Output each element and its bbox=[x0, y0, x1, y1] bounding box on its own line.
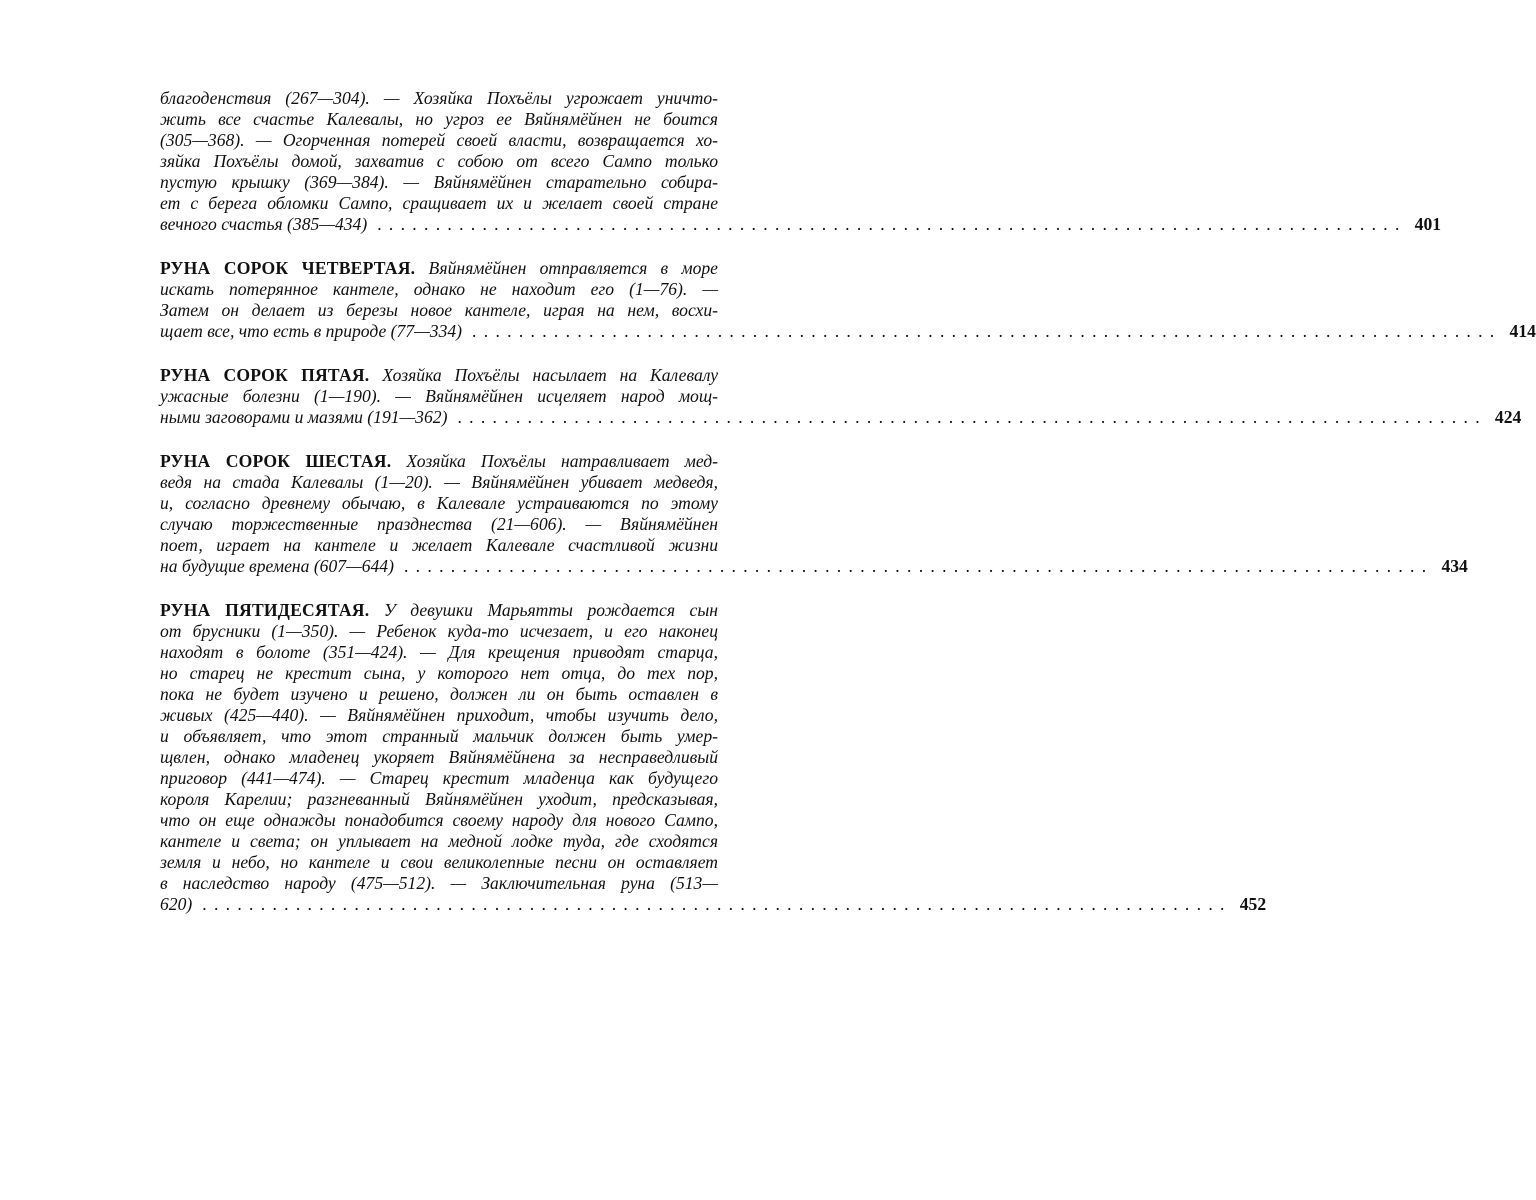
entry-text-line: в наследство народу (475—512). — Заключительная руна (513— bbox=[160, 873, 718, 893]
entry-text-line: щвлен, однако младенец укоряет Вяйнямёйнена за несправедливый bbox=[160, 747, 718, 767]
entry-first-line bbox=[160, 451, 718, 472]
toc-entry-runa-50 bbox=[160, 600, 1267, 915]
entry-text-line: благоденствия (267—304). — Хозяйка Похъёлы угрожает уничто- bbox=[160, 88, 718, 108]
entry-text-line: ет с берега обломки Сампо, сращивает их и желает своей стране bbox=[160, 193, 718, 213]
entry-text-line: Затем он делает из березы новое кантеле, играя на нем, восхи- bbox=[160, 300, 718, 320]
entry-text-end: ными заговорами и мазями (191—362) bbox=[160, 407, 448, 427]
entry-heading: РУНА СОРОК ПЯТАЯ. bbox=[160, 365, 370, 385]
entry-last-line bbox=[160, 556, 1468, 577]
table-of-contents bbox=[160, 88, 1536, 938]
entry-text-line: что он еще однажды понадобится своему народу для нового Сампо, bbox=[160, 810, 718, 830]
toc-entry-continuation bbox=[160, 88, 1442, 235]
page-number: 424 bbox=[1494, 407, 1522, 427]
entry-heading: РУНА ПЯТИДЕСЯТАЯ. bbox=[160, 600, 370, 620]
page-number: 401 bbox=[1414, 214, 1442, 234]
dot-leader: ........................................................................................ bbox=[472, 321, 1502, 341]
entry-text-line: зяйка Похъёлы домой, захватив с собою от всего Сампо только bbox=[160, 151, 718, 171]
entry-text-end: 620) bbox=[160, 894, 193, 914]
entry-text-line: находят в болоте (351—424). — Для крещения приводят старца, bbox=[160, 642, 718, 662]
entry-last-line bbox=[160, 894, 1267, 915]
entry-text-line: кантеле и света; он уплывает на медной лодке туда, где сходятся bbox=[160, 831, 718, 851]
dot-leader: ........................................................................................ bbox=[377, 214, 1407, 234]
page-number: 434 bbox=[1441, 556, 1468, 576]
entry-text-end: щает все, что есть в природе (77—334) bbox=[160, 321, 463, 341]
entry-text-line: пока не будет изучено и решено, должен ли он быть оставлен в bbox=[160, 684, 718, 704]
entry-first-line bbox=[160, 365, 718, 386]
entry-first-line bbox=[160, 258, 718, 279]
entry-last-line bbox=[160, 214, 1442, 235]
entry-text-line: но старец не крестит сына, у которого нет отца, до тех пор, bbox=[160, 663, 718, 683]
dot-leader: ........................................................................................ bbox=[202, 894, 1232, 914]
page-number: 414 bbox=[1509, 321, 1536, 341]
entry-text-line: поет, играет на кантеле и желает Калевале счастливой жизни bbox=[160, 535, 718, 555]
entry-text-line: земля и небо, но кантеле и свои великолепные песни он оставляет bbox=[160, 852, 718, 872]
entry-text-start: У девушки Марьятты рождается сын bbox=[383, 600, 718, 620]
entry-text-line: пустую крышку (369—384). — Вяйнямёйнен старательно собира- bbox=[160, 172, 718, 192]
entry-last-line bbox=[160, 407, 1522, 428]
entry-text-end: вечного счастья (385—434) bbox=[160, 214, 368, 234]
dot-leader: ........................................................................................ bbox=[403, 556, 1434, 576]
entry-heading: РУНА СОРОК ШЕСТАЯ. bbox=[160, 451, 392, 471]
page-number: 452 bbox=[1239, 894, 1267, 914]
entry-text-line: ужасные болезни (1—190). — Вяйнямёйнен исцеляет народ мощ- bbox=[160, 386, 718, 406]
entry-text-line: ведя на стада Калевалы (1—20). — Вяйнямёйнен убивает медведя, bbox=[160, 472, 718, 492]
toc-entry-runa-46 bbox=[160, 451, 1468, 577]
entry-text-line: и, согласно древнему обычаю, в Калевале устраиваются по этому bbox=[160, 493, 718, 513]
entry-text-line: от брусники (1—350). — Ребенок куда-то исчезает, и его наконец bbox=[160, 621, 718, 641]
toc-entry-runa-45 bbox=[160, 365, 1522, 428]
dot-leader: ........................................................................................ bbox=[457, 407, 1487, 427]
entry-last-line bbox=[160, 321, 1536, 342]
entry-text-line: приговор (441—474). — Старец крестит младенца как будущего bbox=[160, 768, 718, 788]
entry-text-start: Хозяйка Похъёлы натравливает мед- bbox=[406, 451, 718, 471]
entry-text-line: искать потерянное кантеле, однако не находит его (1—76). — bbox=[160, 279, 718, 299]
toc-entry-runa-44 bbox=[160, 258, 1536, 342]
entry-text-line: случаю торжественные празднества (21—606). — Вяйнямёйнен bbox=[160, 514, 718, 534]
entry-text-start: Хозяйка Похъёлы насылает на Калевалу bbox=[382, 365, 719, 385]
entry-text-line: короля Карелии; разгневанный Вяйнямёйнен уходит, предсказывая, bbox=[160, 789, 718, 809]
entry-text-line: (305—368). — Огорченная потерей своей власти, возвращается хо- bbox=[160, 130, 718, 150]
entry-text-start: Вяйнямёйнен отправляется в море bbox=[428, 258, 718, 278]
entry-heading: РУНА СОРОК ЧЕТВЕРТАЯ. bbox=[160, 258, 416, 278]
entry-first-line bbox=[160, 600, 718, 621]
entry-text-line: живых (425—440). — Вяйнямёйнен приходит, чтобы изучить дело, bbox=[160, 705, 718, 725]
entry-text-line: и объявляет, что этот странный мальчик должен быть умер- bbox=[160, 726, 718, 746]
entry-text-line: жить все счастье Калевалы, но угроз ее Вяйнямёйнен не боится bbox=[160, 109, 718, 129]
entry-text-end: на будущие времена (607—644) bbox=[160, 556, 394, 576]
